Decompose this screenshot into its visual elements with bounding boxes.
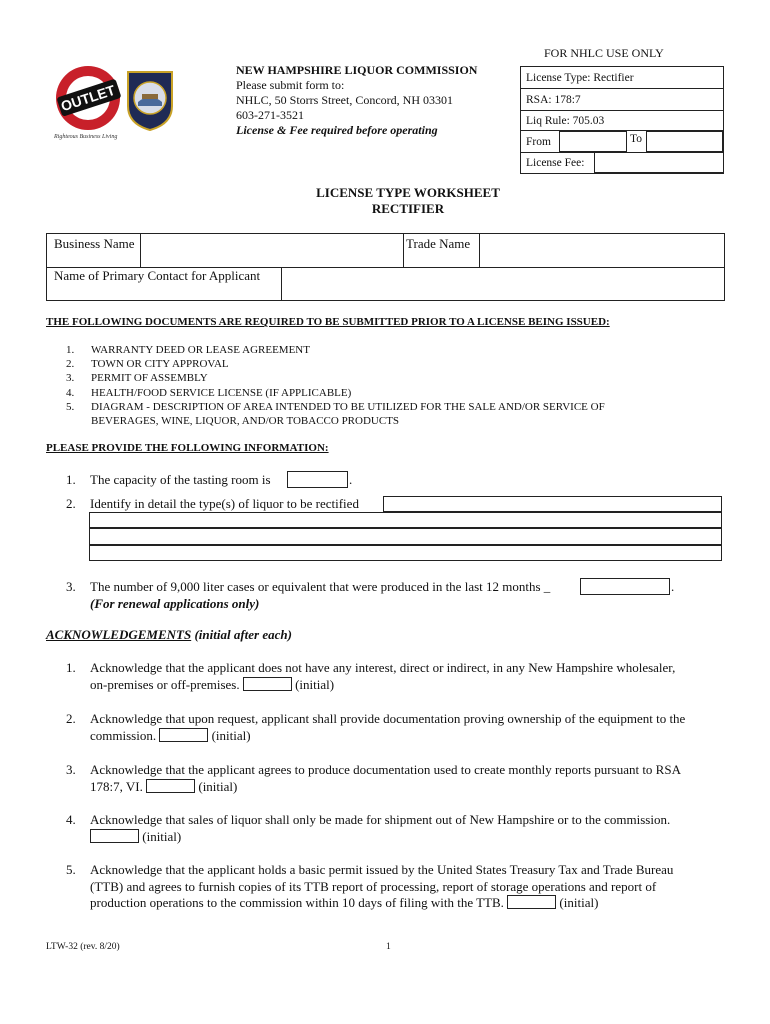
q2-text: Identify in detail the type(s) of liquor to be rectified — [90, 496, 359, 511]
list-item: 2. TOWN OR CITY APPROVAL — [66, 358, 229, 371]
agency-name: NEW HAMPSHIRE LIQUOR COMMISSION — [236, 63, 478, 77]
to-date-field[interactable] — [646, 131, 723, 152]
q3-note: (For renewal applications only) — [90, 596, 260, 611]
q3-text: The number of 9,000 liter cases or equivalent that were produced in the last 12 months _ — [90, 579, 551, 594]
form-id: LTW-32 (rev. 8/20) — [46, 942, 120, 952]
list-item: 1. WARRANTY DEED OR LEASE AGREEMENT — [66, 344, 310, 356]
submit-instruction: Please submit form to: — [236, 78, 345, 92]
license-fee-label: License Fee: — [526, 157, 585, 169]
initial-box-3[interactable] — [146, 779, 195, 793]
info-heading: PLEASE PROVIDE THE FOLLOWING INFORMATION: — [46, 442, 329, 454]
liquor-types-input-3[interactable] — [89, 528, 722, 545]
initial-box-1[interactable] — [243, 677, 292, 691]
primary-contact-label: Name of Primary Contact for Applicant — [54, 268, 261, 283]
rsa-text: RSA: 178:7 — [526, 93, 581, 106]
trade-name-label: Trade Name — [406, 236, 471, 251]
cases-produced-input[interactable] — [580, 578, 670, 595]
liq-rule-row — [521, 111, 723, 131]
initial-box-4[interactable] — [90, 829, 139, 843]
business-name-input[interactable] — [140, 234, 404, 267]
acknowledgement-item: 3. Acknowledge that the applicant agrees to produce documentation used to create monthly reports pursuant to RSA 178:7, VI. (initial) — [66, 762, 681, 794]
liquor-types-input-4[interactable] — [89, 545, 722, 561]
list-item: 5. DIAGRAM - DESCRIPTION OF AREA INTENDED TO BE UTILIZED FOR THE SALE AND/OR SERVICE OF — [66, 400, 605, 413]
primary-contact-input[interactable] — [281, 268, 724, 300]
license-type-row — [521, 67, 723, 89]
initial-box-2[interactable] — [159, 728, 208, 742]
to-label: To — [630, 133, 642, 145]
logo-tagline: Righteous Business Living — [54, 134, 118, 140]
acknowledgement-item: 1. Acknowledge that the applicant does not have any interest, direct or indirect, in any New Hampshire wholesaler, on-premises or off-premises. (initial) — [66, 660, 676, 692]
acknowledgement-item: 4. Acknowledge that sales of liquor shall only be made for shipment out of New Hampshire or to the commission. (initial) — [66, 812, 671, 844]
q2-number: 2. — [66, 496, 76, 511]
acknowledgements-title: ACKNOWLEDGEMENTS — [46, 627, 192, 642]
q1-number: 1. — [66, 472, 76, 487]
acknowledgements-heading — [46, 627, 292, 643]
acknowledgement-item: 2. Acknowledge that upon request, applicant shall provide documentation proving ownership of the equipment to the commission. (initial) — [66, 711, 686, 743]
license-note: License & Fee required before operating — [236, 123, 438, 137]
nhlc-outlet-logo — [52, 64, 124, 136]
agency-phone: 603-271-3521 — [236, 108, 304, 122]
svg-text:OUTLET: OUTLET — [58, 81, 118, 115]
list-item: BEVERAGES, WINE, LIQUOR, AND/OR TOBACCO PRODUCTS — [91, 415, 400, 428]
nh-state-seal-logo — [124, 68, 176, 132]
liq-rule-text: Liq Rule: 705.03 — [526, 114, 605, 127]
worksheet-subtitle: RECTIFIER — [371, 201, 445, 216]
license-fee-field[interactable] — [594, 152, 724, 173]
acknowledgements-note: (initial after each) — [194, 627, 292, 642]
rsa-row — [521, 89, 723, 111]
page-number: 1 — [386, 942, 391, 952]
list-item: 4. HEALTH/FOOD SERVICE LICENSE (IF APPLICABLE) — [66, 386, 352, 399]
q3-number: 3. — [66, 579, 76, 594]
liquor-types-input-1[interactable] — [383, 496, 722, 512]
q3-period: . — [671, 579, 675, 594]
from-label: From — [526, 135, 551, 148]
tasting-room-capacity-input[interactable] — [287, 471, 348, 488]
business-name-label: Business Name — [54, 236, 135, 251]
documents-list — [66, 343, 605, 428]
initial-box-5[interactable] — [507, 895, 556, 909]
license-type-text: License Type: Rectifier — [526, 71, 634, 84]
trade-name-input[interactable] — [479, 234, 724, 267]
worksheet-title: LICENSE TYPE WORKSHEET — [316, 185, 500, 200]
liquor-types-input-2[interactable] — [89, 512, 722, 528]
acknowledgement-item: 5. Acknowledge that the applicant holds a basic permit issued by the United States Treasury Tax and Trade Bureau (TTB) and agrees to furnish copies of its TTB report of processing, report of storage operations and report of production operations to the commission within 10 days of filing with the TTB. (initial) — [66, 862, 674, 910]
q1-period: . — [349, 472, 353, 487]
q1-text: The capacity of the tasting room is — [90, 472, 271, 487]
list-item: 3. PERMIT OF ASSEMBLY — [66, 372, 208, 385]
nhlc-use-title: FOR NHLC USE ONLY — [544, 46, 664, 60]
from-date-field[interactable] — [559, 131, 627, 152]
documents-heading: THE FOLLOWING DOCUMENTS ARE REQUIRED TO BE SUBMITTED PRIOR TO A LICENSE BEING ISSUED: — [46, 316, 610, 328]
agency-address: NHLC, 50 Storrs Street, Concord, NH 03301 — [236, 93, 453, 107]
